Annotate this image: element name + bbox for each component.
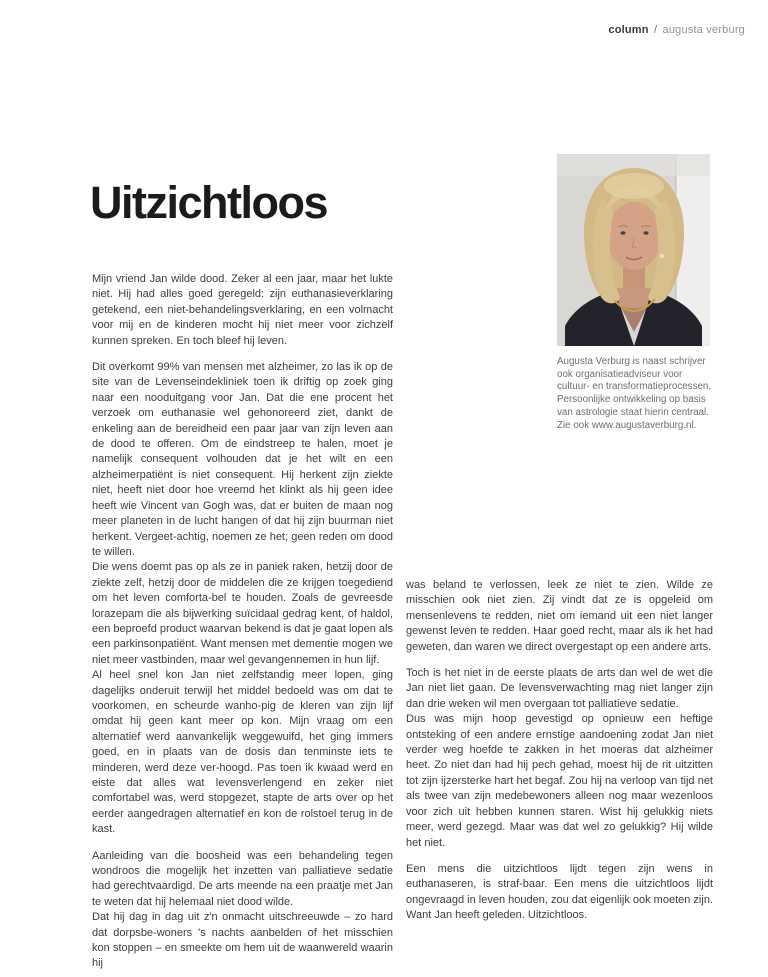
caption-line: Persoonlijke ontwikkeling op basis — [557, 394, 706, 406]
page-title: Uitzichtloos — [90, 177, 327, 229]
caption-line: Zie ook www.augustaverburg.nl. — [557, 419, 697, 431]
augusta-verburg-photo — [557, 154, 710, 346]
caption-line: ook organisatieadviseur voor — [557, 368, 683, 380]
caption-line: Augusta Verburg is naast schrijver — [557, 356, 706, 367]
section-label: column — [608, 24, 649, 36]
paragraph: Aanleiding van die boosheid was een behandeling tegen wondroos die mogelijk het inzetten van palliatieve sedatie had gerechtvaardigd. De arts meende na een praatje met Jan te weten dat hij helemaal niet dood wilde. — [92, 849, 393, 908]
photo-caption — [557, 356, 732, 432]
author-label: augusta verburg — [662, 24, 745, 36]
portrait-earring — [660, 254, 664, 258]
paragraph: Een mens die uitzichtloos lijdt tegen zijn wens in euthanaseren, is straf-baar. Een mens die uitzichtloos lijdt ongevraagd in leven houden, zou dat eigenlijk ook moeten zijn. Want Jan heeft geleden. Uitzichtloos. — [406, 862, 713, 922]
paragraph: Toch is het niet in de eerste plaats de arts dan wel de wet die Jan niet liet gaan. De levensverwachting mag niet langer zijn dan drie weken wil men overgaan tot palliatieve sedatie. — [406, 667, 713, 710]
article-left-column — [92, 272, 393, 972]
paragraph: Mijn vriend Jan wilde dood. Zeker al een jaar, maar het lukte niet. Hij had alles goed geregeld: zijn euthanasieverklaring getekend, een niet-behandelingsverklaring, en een volmacht voor mij en de kinderen mocht hij niet meer voor zichzelf kunnen spreken. En toch bleef hij leven. — [92, 273, 393, 347]
paragraph: was beland te verlossen, leek ze niet te zien. Wilde ze misschien ook niet zien. Zij vindt dat ze is opgeleid om mensenlevens te redden, niet om iemand uit een niet langer gewenst leven te redden. Haar goed recht, maar als ik het had geweten, dan waren we direct overgestapt op een andere arts. — [406, 579, 713, 653]
header-divider: / — [653, 24, 658, 36]
paragraph: Die wens doemt pas op als ze in paniek raken, hetzij door de ziekte zelf, hetzij door de middelen die ze krijgen toegediend om het leven comforta-bel te houden. Zoals de gevreesde lorazepam die als bijwerking suïcidaal gedrag kent, of haldol, een beproefd product waarvan bekend is dat je gaat lopen als een parkinsonpatiënt. Want mensen met dementie mogen we niet meer vastbinden, maar wel gevangennemen in hun lijf. — [92, 561, 393, 666]
caption-line: cultuur- en transformatieprocessen. — [557, 381, 712, 393]
article-right-column — [406, 578, 713, 924]
page-header — [608, 24, 745, 36]
paragraph: Dat hij dag in dag uit z'n onmacht uitschreeuwde – zo hard dat dorpsbe-woners 's nachts aanbelden of het misschien kon stoppen – en smeekte om hem uit de waanwereld waarin hij — [92, 911, 393, 970]
paragraph: Dus was mijn hoop gevestigd op opnieuw een heftige ontsteking of een andere ernstige aandoening zodat Jan niet verder weg hoefde te zakken in het moeras dat alzheimer heet. Zo niet dan had hij pech gehad, moest hij de rit uitzitten tot zijn ijzersterke hart het begaf. Zou hij na verloop van tijd net als twee van zijn medebewoners alleen nog maar wezenloos voor zich uit hebben kunnen staren. Wist hij gelukkig niets meer, werd gezegd. Maar was dat wel zo gelukkig? Hij wilde het niet. — [406, 713, 713, 849]
portrait-eye-right — [643, 231, 648, 234]
caption-line: van astrologie staat hierin centraal. — [557, 406, 709, 418]
portrait-eye-left — [620, 231, 625, 234]
paragraph: Al heel snel kon Jan niet zelfstandig meer lopen, ging dagelijks onderuit terwijl het middel bedoeld was om dat te voorkomen, en scheurde wanho-pig de kleren van zijn lijf omdat hij geen kant meer op kon. Mijn vraag om een alternatief werd aanvankelijk weggewuifd, het ging immers goed, en in plaats van de dosis dan tenminste iets te minderen, werd deze ver-hoogd. Pas toen ik kwaad werd en eiste dat alles wat levensverlengend en zeker niet comfortabel was, werd stopgezet, stapte de arts over op het eerder aangedragen alternatief en kon de rolstoel terug in de kast. — [92, 669, 393, 836]
portrait-illustration — [557, 154, 710, 346]
paragraph: Dit overkomt 99% van mensen met alzheimer, zo las ik op de site van de Levenseindekliniek toen ik driftig op zoek ging naar een nooduitgang voor Jan. Dat die ene procent het verzoek om euthanasie wel gehonoreerd ziet, dankt de enkeling aan de bereidheid een paar jaar van zijn leven aan de dood te offeren. Om de eindstreep te halen, moet je namelijk consequent volhouden dat je het wilt en een alzheimerpatiënt is niet consequent. Hij herkent zijn ziekte niet, heeft niet door hoe vreemd het klinkt als hij geen idee heeft wie Vincent van Gogh was, dat er buiten de maan nog meer planeten in de lucht hangen of dat hij zijn buurman niet herkent. Vergeet-achtig, noemen ze het; geen reden om dood te willen. — [92, 361, 393, 558]
